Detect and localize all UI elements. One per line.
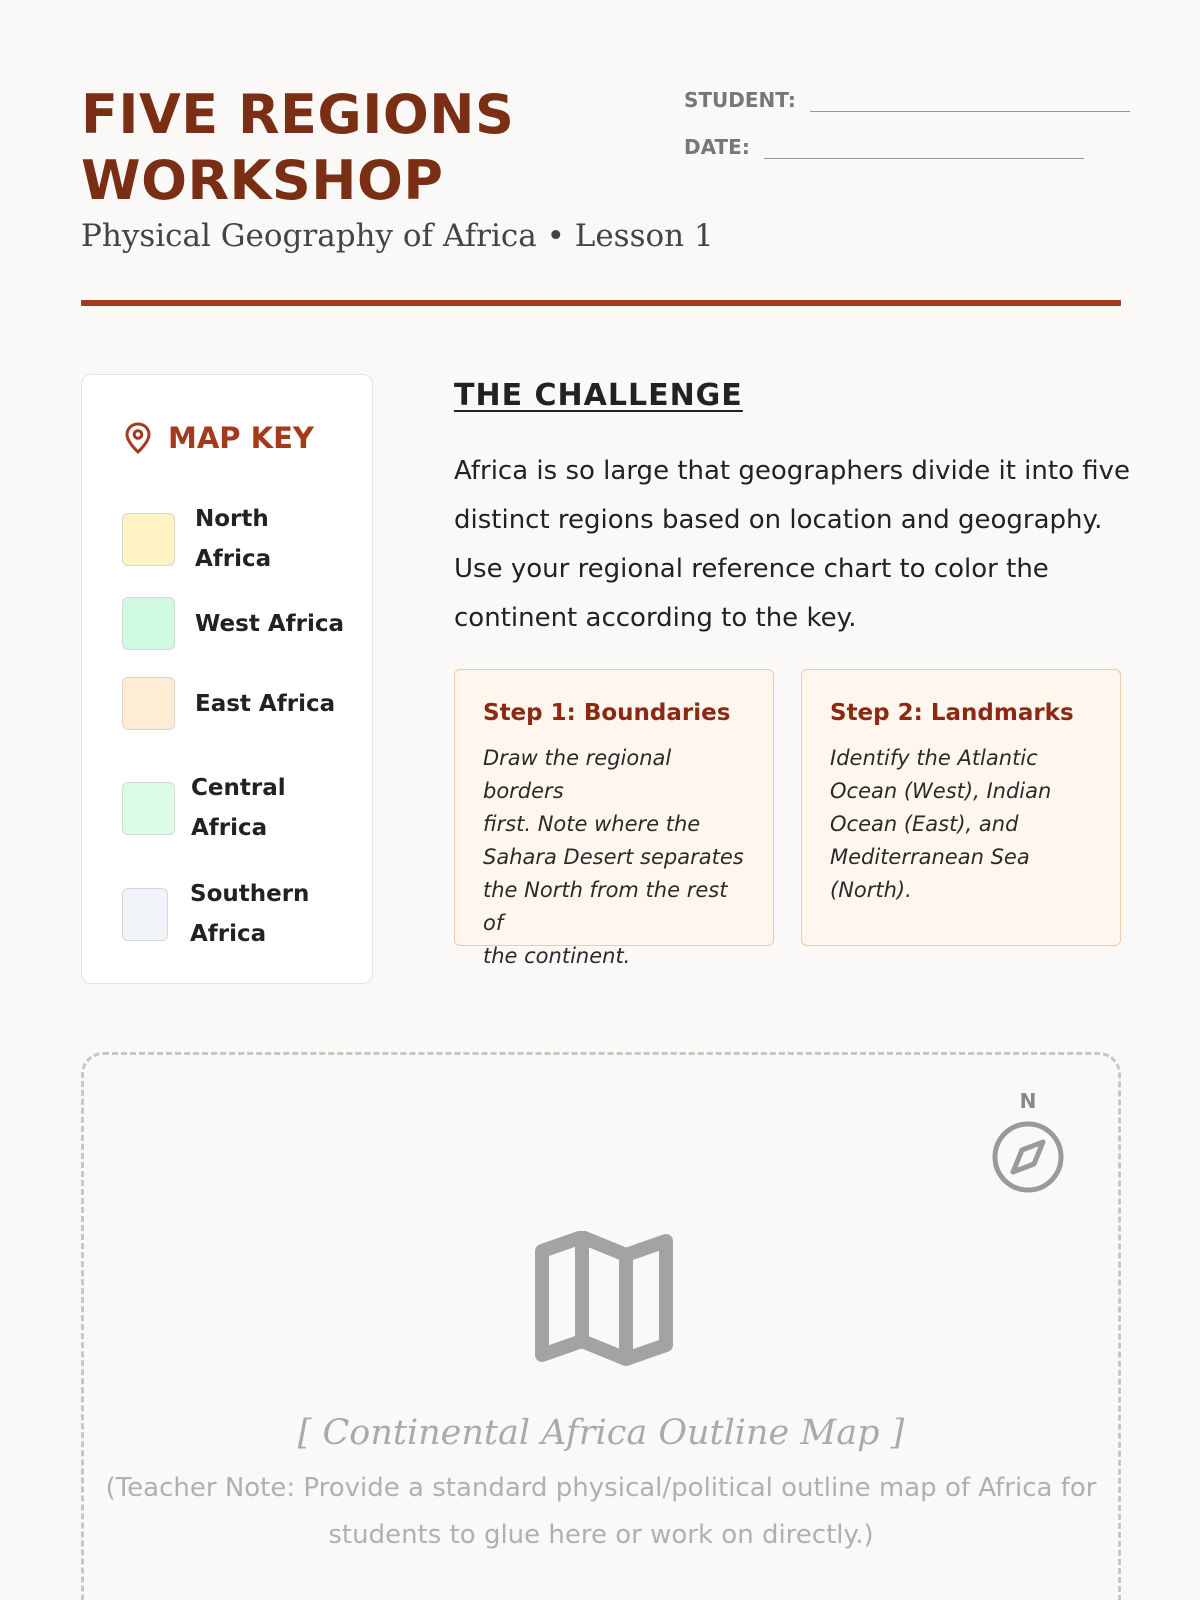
challenge-heading: THE CHALLENGE <box>454 378 743 413</box>
map-key-heading <box>124 421 314 455</box>
key-label-line: Africa <box>191 815 268 841</box>
key-item-east-africa <box>122 677 335 730</box>
step-text <box>483 742 747 973</box>
key-label-line: Southern <box>190 881 310 907</box>
swatch-southern-africa <box>122 888 168 941</box>
student-info-fields <box>684 82 1130 176</box>
compass-icon <box>990 1119 1066 1195</box>
step-line: Ocean (West), Indian <box>830 779 1052 803</box>
step-card-boundaries <box>454 669 774 968</box>
step-line: the continent. <box>483 944 631 968</box>
swatch-west-africa <box>122 597 175 650</box>
challenge-line: Use your regional reference chart to color the <box>454 554 1049 584</box>
teacher-note-line: (Teacher Note: Provide a standard physical/political outline map of Africa for <box>105 1473 1097 1503</box>
swatch-central-africa <box>122 782 175 835</box>
step-line: Draw the regional borders <box>483 746 672 803</box>
swatch-east-africa <box>122 677 175 730</box>
student-field <box>684 82 1130 112</box>
map-key-title: MAP KEY <box>168 421 314 455</box>
student-name-line[interactable] <box>810 84 1130 112</box>
key-item-central-africa <box>122 768 286 848</box>
key-label-line: North <box>195 506 269 532</box>
date-label: DATE: <box>684 135 750 159</box>
step-text <box>830 742 1094 907</box>
step-title: Step 2: Landmarks <box>830 700 1074 726</box>
key-item-southern-africa <box>122 874 309 954</box>
page-title-line-2: WORKSHOP <box>81 149 444 212</box>
map-pin-icon <box>124 422 152 454</box>
page-subtitle: Physical Geography of Africa • Lesson 1 <box>81 218 714 254</box>
teacher-note <box>104 1465 1098 1559</box>
step-title: Step 1: Boundaries <box>483 700 731 726</box>
step-line: Identify the Atlantic <box>830 746 1038 770</box>
key-label-line: Central <box>191 775 286 801</box>
compass <box>988 1089 1068 1199</box>
key-label-line: West Africa <box>195 610 345 637</box>
date-field <box>684 129 1130 159</box>
key-label <box>190 874 309 954</box>
step-line: Sahara Desert separates <box>483 845 744 869</box>
step-line: Ocean (East), and <box>830 812 1019 836</box>
teacher-note-line: students to glue here or work on directly.) <box>328 1520 874 1550</box>
map-key-card <box>81 374 373 984</box>
step-line: Mediterranean Sea <box>830 845 1030 869</box>
date-line[interactable] <box>764 131 1084 159</box>
key-label-line: East Africa <box>195 690 336 717</box>
step-card-landmarks <box>801 669 1121 946</box>
key-label-line: Africa <box>195 546 272 572</box>
challenge-line: Africa is so large that geographers divide it into five <box>454 456 1131 486</box>
challenge-text <box>454 447 1134 643</box>
key-item-west-africa <box>122 597 344 650</box>
key-label <box>195 604 344 644</box>
challenge-line: continent according to the key. <box>454 603 857 633</box>
map-placeholder-area <box>81 1052 1121 1600</box>
student-label: STUDENT: <box>684 88 796 112</box>
folded-map-icon <box>534 1231 674 1367</box>
key-label <box>191 768 286 848</box>
map-caption: [ Continental Africa Outline Map ] <box>297 1413 905 1453</box>
compass-north-label: N <box>1019 1089 1037 1113</box>
page-title-line-1: FIVE REGIONS <box>81 83 515 146</box>
step-line: (North). <box>830 878 912 902</box>
step-line: the North from the rest of <box>483 878 728 935</box>
header-divider <box>81 300 1121 306</box>
challenge-line: distinct regions based on location and geography. <box>454 505 1103 535</box>
swatch-north-africa <box>122 513 175 566</box>
key-item-north-africa <box>122 499 271 579</box>
key-label-line: Africa <box>190 921 267 947</box>
step-line: first. Note where the <box>483 812 701 836</box>
key-label <box>195 684 335 724</box>
key-label <box>195 499 271 579</box>
